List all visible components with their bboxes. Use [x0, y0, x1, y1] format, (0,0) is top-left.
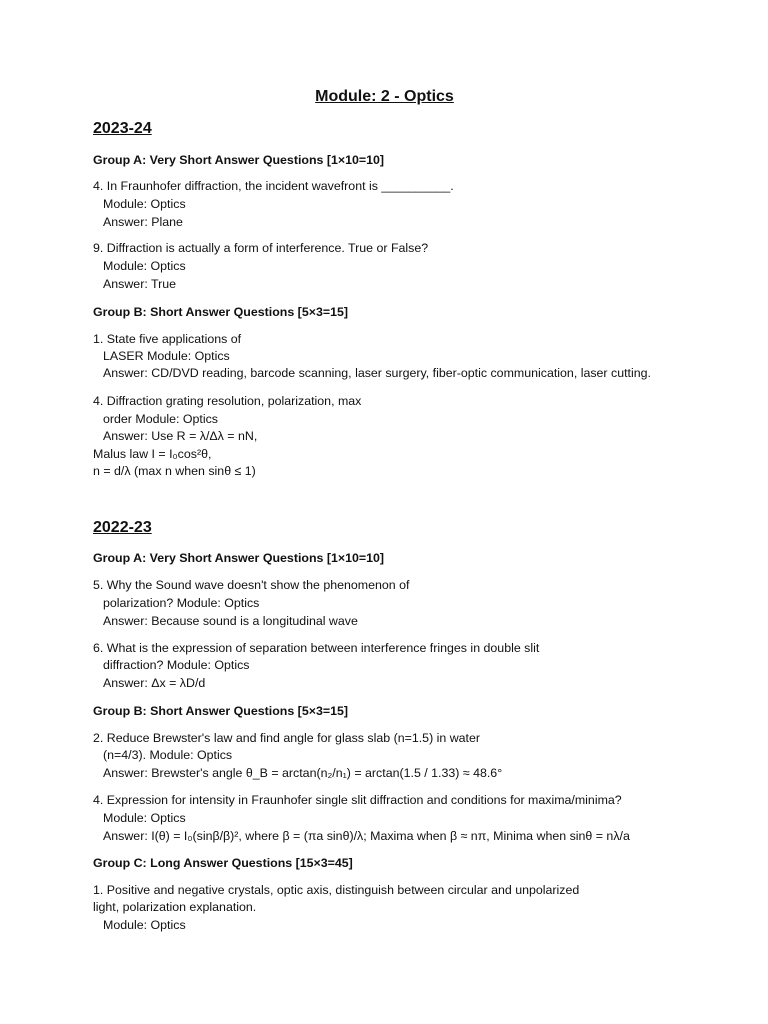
question-5-module: polarization? Module: Optics [103, 596, 260, 610]
group-c-question-1-continued: light, polarization explanation. [93, 900, 257, 914]
question-6-module: diffraction? Module: Optics [103, 658, 250, 672]
group-a-heading: Group A: Very Short Answer Questions [1×10=10] [93, 551, 385, 565]
group-b-question-4-module: order Module: Optics [103, 412, 219, 426]
question-9-module: Module: Optics [103, 259, 186, 273]
group-b-question-4-order: n = d/λ (max n when sinθ ≤ 1) [93, 464, 256, 478]
group-b-question-1: 1. State five applications of [93, 332, 242, 346]
group-b-heading: Group B: Short Answer Questions [5×3=15] [93, 305, 348, 319]
group-b-question-4-answer: Answer: I(θ) = I₀(sinβ/β)², where β = (πa sinθ)/λ; Maxima when β ≈ nπ, Minima when sinθ = nλ/a [103, 829, 630, 843]
question-6-answer: Answer: Δx = λD/d [103, 676, 206, 690]
group-b-question-4: 4. Expression for intensity in Fraunhofer single slit diffraction and conditions for maxima/minima? [93, 793, 622, 807]
group-b-question-1-answer: Answer: CD/DVD reading, barcode scanning, laser surgery, fiber-optic communication, laser cutting. [103, 366, 651, 380]
question-4-module: Module: Optics [103, 197, 186, 211]
group-c-question-1: 1. Positive and negative crystals, optic axis, distinguish between circular and unpolarized [93, 883, 580, 897]
group-b-question-2: 2. Reduce Brewster's law and find angle for glass slab (n=1.5) in water [93, 731, 481, 745]
group-c-heading: Group C: Long Answer Questions [15×3=45] [93, 856, 353, 870]
question-6: 6. What is the expression of separation between interference fringes in double slit [93, 641, 540, 655]
question-5: 5. Why the Sound wave doesn't show the phenomenon of [93, 578, 410, 592]
group-b-heading: Group B: Short Answer Questions [5×3=15] [93, 704, 348, 718]
group-b-question-2-module: (n=4/3). Module: Optics [103, 748, 233, 762]
question-9-answer: Answer: True [103, 277, 176, 291]
group-a-heading: Group A: Very Short Answer Questions [1×10=10] [93, 153, 385, 167]
question-4-answer: Answer: Plane [103, 215, 183, 229]
group-b-question-2-answer: Answer: Brewster's angle θ_B = arctan(n₂/n₁) = arctan(1.5 / 1.33) ≈ 48.6° [103, 766, 503, 780]
group-b-question-4-module: Module: Optics [103, 811, 186, 825]
group-b-question-1-module: LASER Module: Optics [103, 349, 230, 363]
question-4: 4. In Fraunhofer diffraction, the incident wavefront is __________. [93, 179, 454, 193]
group-b-question-4: 4. Diffraction grating resolution, polarization, max [93, 394, 362, 408]
question-5-answer: Answer: Because sound is a longitudinal wave [103, 614, 358, 628]
group-b-question-4-answer: Answer: Use R = λ/Δλ = nN, [103, 429, 258, 443]
year-heading-2023-24: 2023-24 [93, 120, 152, 137]
year-heading-2022-23: 2022-23 [93, 519, 152, 536]
page-title: Module: 2 - Optics [315, 88, 454, 105]
group-b-question-4-malus: Malus law I = I₀cos²θ, [93, 447, 212, 461]
group-c-question-1-module: Module: Optics [103, 918, 186, 932]
question-9: 9. Diffraction is actually a form of interference. True or False? [93, 241, 429, 255]
